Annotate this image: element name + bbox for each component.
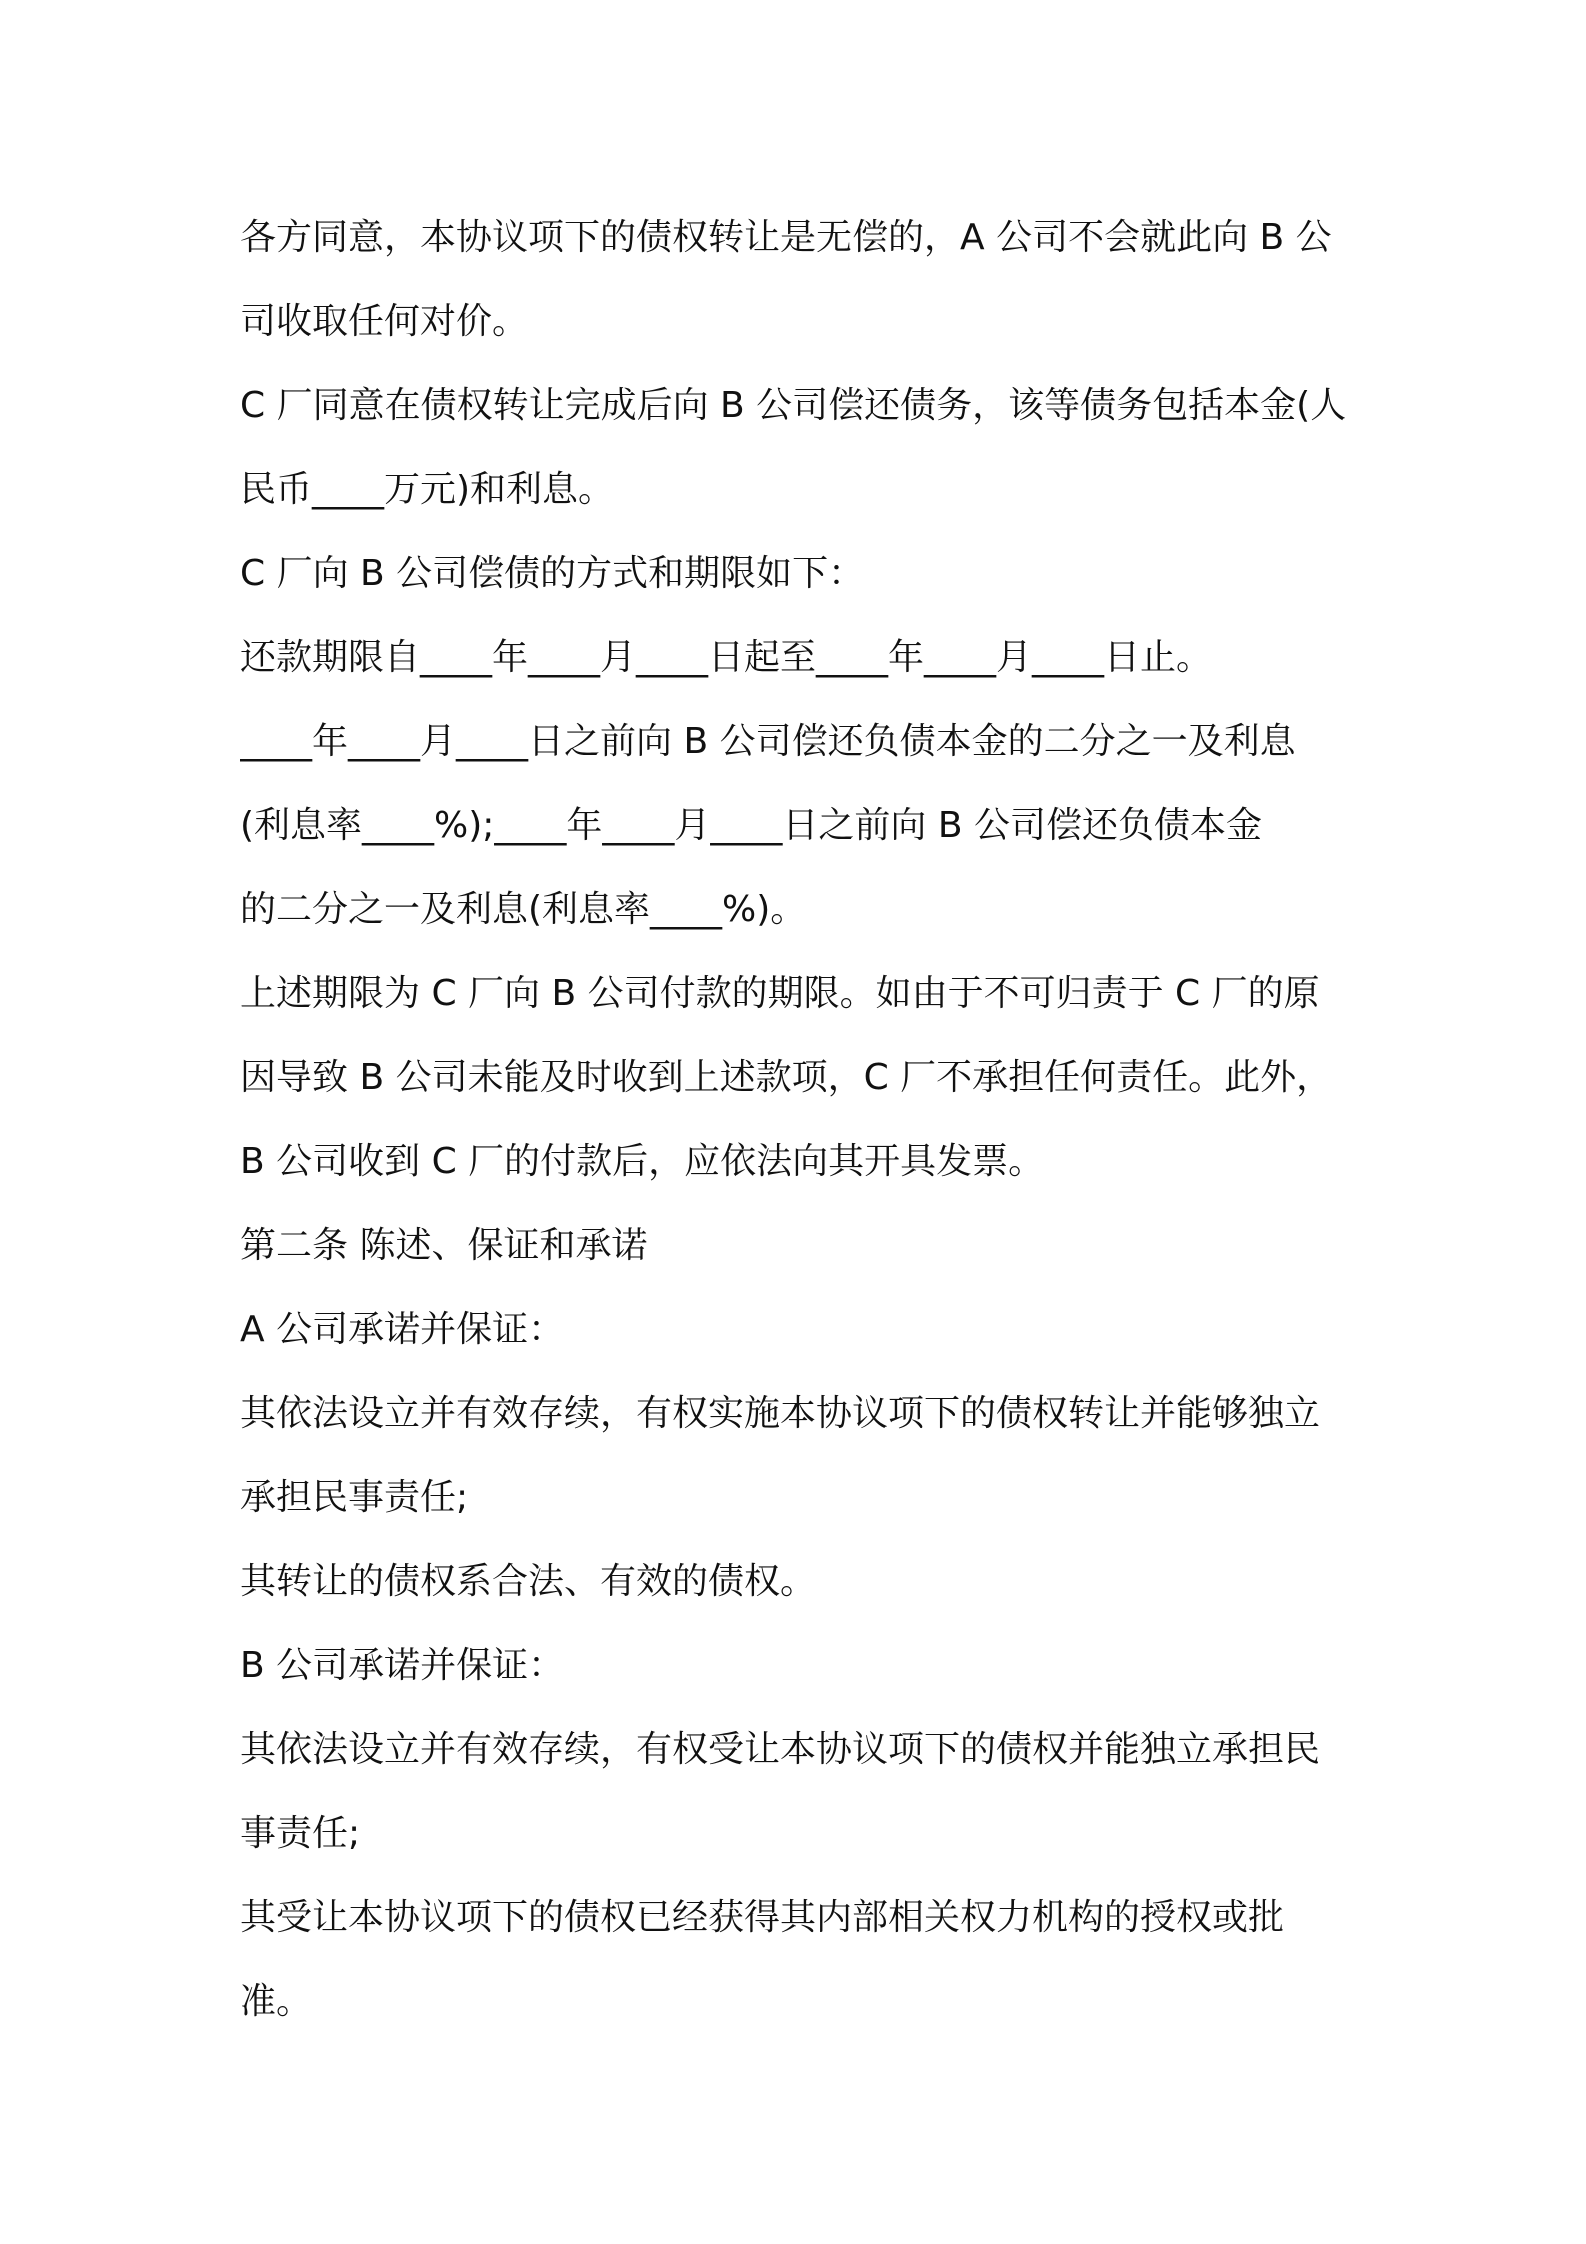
text-line: 其依法设立并有效存续，有权受让本协议项下的债权并能独立承担民 <box>240 1729 1321 1770</box>
text-line: B 公司承诺并保证： <box>240 1645 565 1686</box>
text-line: 承担民事责任; <box>240 1477 469 1518</box>
text-line: (利息率____%);____年____月____日之前向 B 公司偿还负债本金 <box>240 805 1263 846</box>
text-line: 民币____万元)和利息。 <box>240 469 615 510</box>
text-line: 其依法设立并有效存续，有权实施本协议项下的债权转让并能够独立 <box>240 1393 1321 1434</box>
text-line: 上述期限为 C 厂向 B 公司付款的期限。如由于不可归责于 C 厂的原 <box>240 973 1320 1014</box>
text-line: 还款期限自____年____月____日起至____年____月____日止。 <box>240 637 1213 678</box>
text-line: 事责任; <box>240 1813 361 1854</box>
text-line: 其转让的债权系合法、有效的债权。 <box>240 1561 817 1602</box>
text-line: 各方同意，本协议项下的债权转让是无偿的，A 公司不会就此向 B 公 <box>240 217 1332 258</box>
document-body <box>240 196 1360 2044</box>
text-line: 准。 <box>240 1981 313 2022</box>
text-line: B 公司收到 C 厂的付款后，应依法向其开具发票。 <box>240 1141 1045 1182</box>
text-line: ____年____月____日之前向 B 公司偿还负债本金的二分之一及利息 <box>240 721 1296 762</box>
text-line: C 厂向 B 公司偿债的方式和期限如下： <box>240 553 865 594</box>
text-line: 其受让本协议项下的债权已经获得其内部相关权力机构的授权或批 <box>240 1897 1285 1938</box>
text-line: 司收取任何对价。 <box>240 301 529 342</box>
text-line: 的二分之一及利息(利息率____%)。 <box>240 889 807 930</box>
text-line: 因导致 B 公司未能及时收到上述款项，C 厂不承担任何责任。此外， <box>240 1057 1333 1098</box>
text-line: A 公司承诺并保证： <box>240 1309 565 1350</box>
section-heading: 第二条 陈述、保证和承诺 <box>240 1225 648 1266</box>
text-line: C 厂同意在债权转让完成后向 B 公司偿还债务，该等债务包括本金(人 <box>240 385 1347 426</box>
